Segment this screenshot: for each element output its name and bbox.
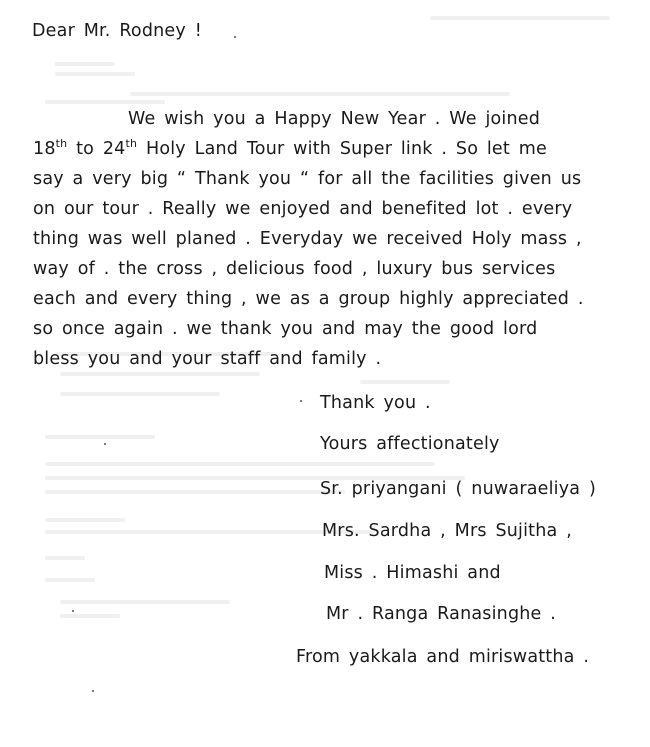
date-end-number: to 24 bbox=[67, 139, 126, 159]
signature-line-4: Mr . Ranga Ranasinghe . bbox=[326, 604, 557, 624]
body-line-9: bless you and your staff and family . bbox=[33, 349, 382, 369]
body-line-2-rest: Holy Land Tour with Super link . So let me bbox=[137, 139, 547, 159]
signature-line-3: Miss . Himashi and bbox=[324, 563, 501, 583]
body-line-7: each and every thing , we as a group highly appreciated . bbox=[33, 289, 584, 309]
body-line-8: so once again . we thank you and may the good lord bbox=[33, 319, 538, 339]
closing-yours: Yours affectionately bbox=[320, 434, 500, 454]
closing-thanks: Thank you . bbox=[320, 393, 431, 413]
signature-line-1: Sr. priyangani ( nuwaraeliya ) bbox=[320, 479, 596, 499]
closing-from: From yakkala and miriswattha . bbox=[296, 647, 590, 667]
body-line-4: on our tour . Really we enjoyed and benefited lot . every bbox=[33, 199, 573, 219]
date-start-number: 18 bbox=[33, 139, 56, 159]
date-end-suffix: th bbox=[125, 137, 138, 150]
salutation: Dear Mr. Rodney ! bbox=[32, 21, 202, 41]
body-line-6: way of . the cross , delicious food , luxury bus services bbox=[33, 259, 556, 279]
body-line-5: thing was well planed . Everyday we received Holy mass , bbox=[33, 229, 582, 249]
body-line-3: say a very big “ Thank you “ for all the facilities given us bbox=[33, 169, 582, 189]
body-line-1: We wish you a Happy New Year . We joined bbox=[128, 109, 541, 129]
date-start-suffix: th bbox=[55, 137, 68, 150]
body-line-2 bbox=[33, 138, 547, 160]
signature-line-2: Mrs. Sardha , Mrs Sujitha , bbox=[322, 521, 572, 541]
